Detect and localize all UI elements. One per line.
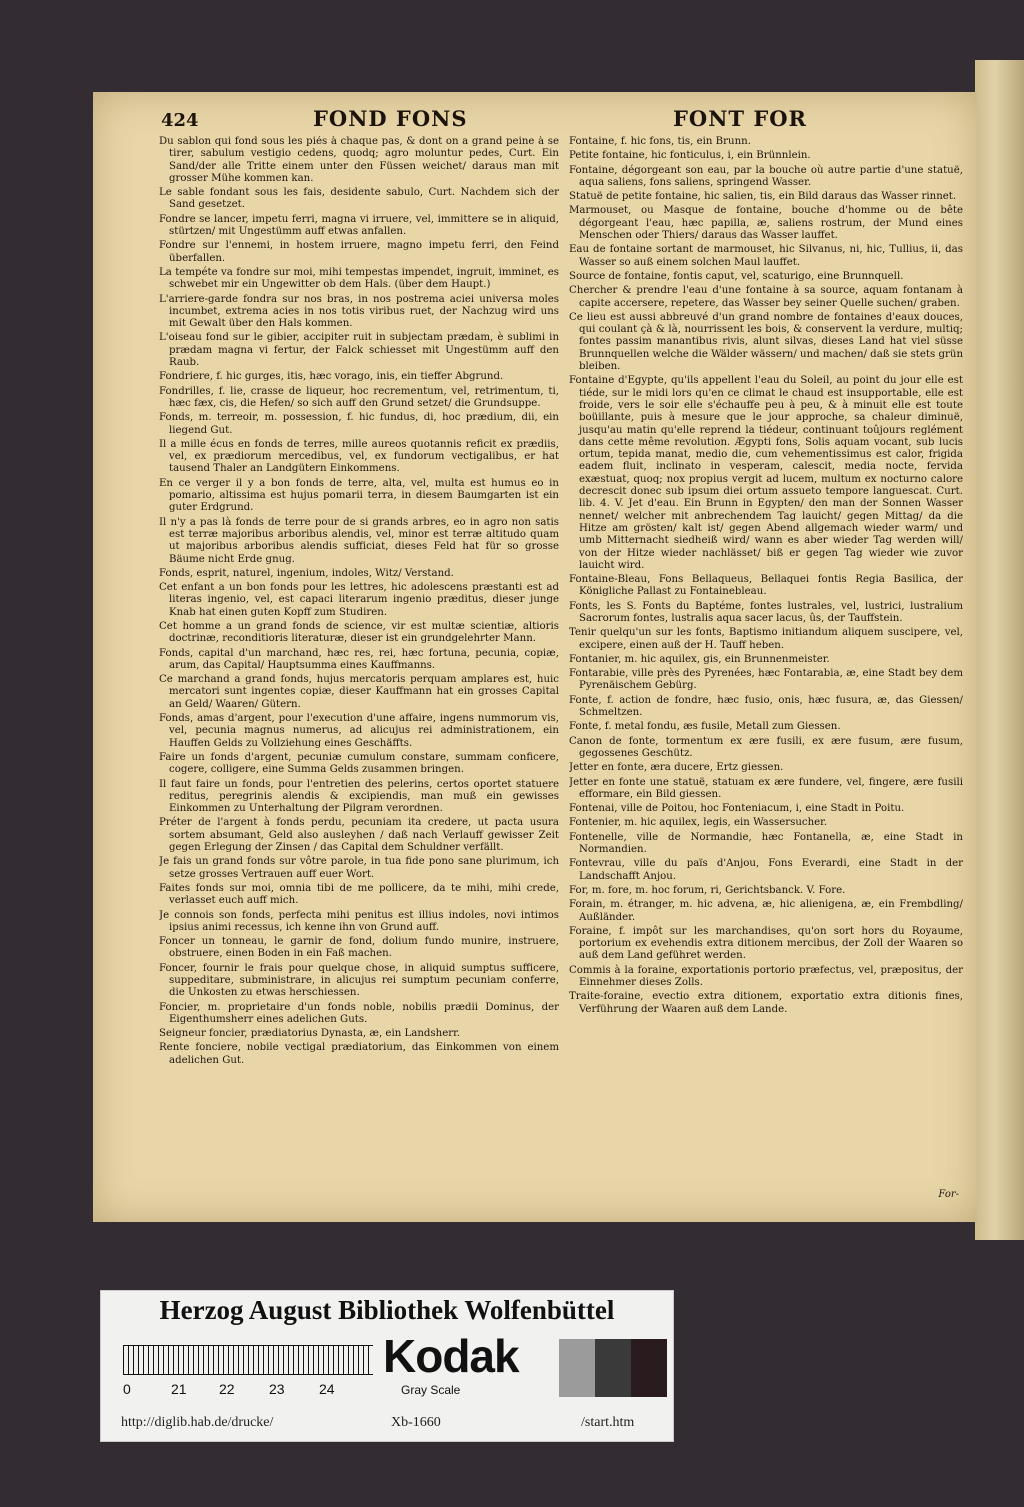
dictionary-entry: Jetter en fonte une statuë, statuam ex ære fundere, vel, fingere, ære fusili efformare, ein Bild giessen. xyxy=(569,776,963,800)
dictionary-entry: Fontaine d'Egypte, qu'ils appellent l'eau du Soleil, au point du jour elle est tiéde, sur le midi lors qu'en ce climat le chaud est insupportable, elle est froide, vers le soir elle s'échauffe peu à peu, & à minuit elle est toute boüillante, puis à mesure que le jour approche, sa chaleur diminuë, jusqu'au matin qu'elle reprend la tiédeur, continuant toûjours reglément dans cette même revolution. Ægypti fons, Solis aquam vocant, sub lucis ortum, tepida manat, medio die, cum vehementissimus est calor, frigida eadem fluit, inclinato in vesperam, calescit, media nocte, fervida exæstuat, quoq; nox propius vergit ad lucem, multum ex nocturno calore decrescit donec sub ipsum diei ortum assueto tempore languescat. Curt. lib. 4. V. Jet d'eau. Ein Brunn in Egypten/ den man der Sonnen Wasser nennet/ welcher mit anbrechendem Tag lauicht/ gegen Mittag/ da die Hitze am grösten/ kalt ist/ gegen Abend allgemach wieder warm/ und umb Mitternacht siedheiß wird/ wann es aber wieder Tag werden will/ von der Hitze wieder nachlässet/ biß er gegen Tag wieder wie zuvor lauicht wird. xyxy=(569,375,963,571)
dictionary-entry: Fondrilles, f. lie, crasse de liqueur, hoc recrementum, vel, retrimentum, ti, hæc fæx, cis, die Hefen/ so sich auff den Grund setzet/ die Grundsuppe. xyxy=(159,385,559,409)
dictionary-entry: Cet homme a un grand fonds de science, vir est multæ scientiæ, altioris doctrinæ, reconditioris literaturæ, dieser ist ein grundgelehrter Mann. xyxy=(159,620,559,645)
dictionary-entry: Fontarabie, ville près des Pyrenées, hæc Fontarabia, æ, eine Stadt bey dem Pyrenäischem Gebürg. xyxy=(569,668,963,692)
gray-swatch-dark xyxy=(595,1339,631,1397)
dictionary-entry: Du sablon qui fond sous les piés à chaque pas, & dont on a grand peine à se tirer, sabulum vestigio cedens, quodq; agro moluntur pedes, Curt. Ein Sand/der alle Tritte einem unter den Füssen weichet/ daraus man mit grosser Mühe kommen kan. xyxy=(159,136,559,184)
dictionary-entry: For, m. fore, m. hoc forum, ri, Gerichtsbanck. V. Fore. xyxy=(569,884,846,896)
dictionary-entry: Seigneur foncier, prædiatorius Dynasta, æ, ein Landsherr. xyxy=(159,1028,461,1040)
dictionary-entry: Préter de l'argent à fonds perdu, pecuniam ita credere, ut pacta usura sortem absumant, Geld also ausleyhen / daß nach Verlauff gewisser Zeit gegen Erlegung der Zinsen / das Capital dem Schuldner verfällt. xyxy=(159,817,559,854)
dictionary-entry: Je fais un grand fonds sur vôtre parole, in tua fide pono sane plurimum, ich setze grosses Vertrauen auff euer Wort. xyxy=(159,856,559,880)
dictionary-entry: Foncer un tonneau, le garnir de fond, dolium fundo munire, instruere, obstruere, einen Boden in ein Faß machen. xyxy=(159,936,559,960)
dictionary-entry: Marmouset, ou Masque de fontaine, bouche d'homme ou de bête dégorgeant l'eau, hæc papilla, æ, saliens rostrum, der Mund eines Menschen oder Thiers/ daraus das Wasser lauffet. xyxy=(569,205,963,242)
gray-swatch-light xyxy=(559,1339,595,1397)
dictionary-entry: L'oiseau fond sur le gibier, accipiter ruit in subjectam prædam, è sublimi in prædam magna vi fertur, der Falck schiesset mit Ungestümm auff den Raub. xyxy=(159,332,559,369)
dictionary-entry: Petite fontaine, hic fonticulus, i, ein Brünnlein. xyxy=(569,150,811,162)
dictionary-entry: Faites fonds sur moi, omnia tibi de me pollicere, da te mihi, mihi crede, verlasset euch auff mich. xyxy=(159,882,559,907)
dictionary-entry: Ce marchand a grand fonds, hujus mercatoris perquam amplares est, huic mercatori sunt ingentes copiæ, dieser Kauffmann hat ein grosses Capital an Geld/ Waaren/ Gütern. xyxy=(159,674,559,710)
dictionary-entry: Fonte, f. metal fondu, æs fusile, Metall zum Giessen. xyxy=(569,721,841,733)
dictionary-entry: Il faut faire un fonds, pour l'entretien des pelerins, certos oportet statuere reditus, peregrinis alendis & excipiendis, man muß ein gewisses Einkommen zu Unterhaltung der Pilgram verordnen. xyxy=(159,778,559,815)
scale-number: 21 xyxy=(171,1381,187,1397)
dictionary-entry: Fonte, f. action de fondre, hæc fusio, onis, hæc fusura, æ, das Giessen/ Schmeltzen. xyxy=(569,694,963,719)
dictionary-entry: Fontenai, ville de Poitou, hoc Fonteniacum, i, eine Stadt in Poitu. xyxy=(569,803,905,815)
dictionary-entry: La tempéte va fondre sur moi, mihi tempestas impendet, ingruit, imminet, es schwebet mir ein Ungewitter ob dem Hals. (über dem Haupt.) xyxy=(159,266,559,291)
dictionary-entry: Fontenelle, ville de Normandie, hæc Fontanella, æ, eine Stadt in Normandien. xyxy=(569,831,963,856)
adjacent-page-edge xyxy=(975,60,1024,1240)
left-column xyxy=(159,136,559,1196)
dictionary-entry: Chercher & prendre l'eau d'une fontaine à sa source, aquam fontanam à capite accersere, repetere, das Wasser bey seiner Quelle suchen/ graben. xyxy=(569,285,963,309)
dictionary-entry: Il a mille écus en fonds de terres, mille aureos quotannis reficit ex prædiis, vel, ex prædiorum mercedibus, vel, ex fundorum vectigalibus, er hat tausend Thaler an Landgütern Einkommens. xyxy=(159,438,559,475)
dictionary-entry: Commis à la foraine, exportationis portorio præfectus, vel, præpositus, der Einnehmer dieses Zolls. xyxy=(569,964,963,988)
dictionary-entry: Le sable fondant sous les fais, desidente sabulo, Curt. Nachdem sich der Sand gesetzet. xyxy=(159,187,559,211)
url-left: http://diglib.hab.de/drucke/ xyxy=(121,1415,274,1430)
shelfmark: Xb-1660 xyxy=(391,1415,441,1430)
dictionary-entry: Fonds, esprit, naturel, ingenium, indoles, Witz/ Verstand. xyxy=(159,567,454,579)
page-number: 424 xyxy=(161,110,199,131)
dictionary-entry: Canon de fonte, tormentum ex ære fusili, ex ære fusum, ære fusum, gegossenes Geschütz. xyxy=(569,735,963,759)
dictionary-entry: Fondre sur l'ennemi, in hostem irruere, magno impetu ferri, den Feind überfallen. xyxy=(159,240,559,264)
dictionary-entry: En ce verger il y a bon fonds de terre, alta, vel, multa est humus eo in pomario, altissima est hujus pomarii terra, in diesem Baumgarten ist ein guter Erdgrund. xyxy=(159,477,559,514)
dictionary-entry: Fontaine, f. hic fons, tis, ein Brunn. xyxy=(569,136,751,147)
dictionary-entry: Source de fontaine, fontis caput, vel, scaturigo, eine Brunnquell. xyxy=(569,270,904,282)
dictionary-entry: Fondriere, f. hic gurges, itis, hæc vorago, inis, ein tieffer Abgrund. xyxy=(159,371,504,383)
library-title: Herzog August Bibliothek Wolfenbüttel xyxy=(159,1295,615,1325)
dictionary-entry: Fonts, les S. Fonts du Baptéme, fontes lustrales, vel, lustrici, lustralium Sacrorum fontes, lustralis aqua sacer lacus, ûs, der Tauffstein. xyxy=(569,600,963,624)
dictionary-entry: Jetter en fonte, æra ducere, Ertz giessen. xyxy=(569,762,784,774)
dictionary-entry: Je connois son fonds, perfecta mihi penitus est illius indoles, novi intimos ipsius animi recessus, ich kenne ihn von Grund auff. xyxy=(159,909,559,933)
dictionary-entry: Traite-foraine, evectio extra ditionem, exportatio extra ditionis fines, Verführung der Waaren auß dem Lande. xyxy=(569,991,963,1015)
url-right: /start.htm xyxy=(581,1415,635,1430)
dictionary-entry: Forain, m. étranger, m. hic advena, æ, hic alienigena, æ, ein Frembdling/ Außländer. xyxy=(569,899,963,923)
target-card xyxy=(100,1290,674,1442)
running-head-left: FOND FONS xyxy=(313,106,468,131)
dictionary-entry: L'arriere-garde fondra sur nos bras, in nos postrema aciei universa moles incumbet, extrema acies in nos totis viribus ruet, der Nachzug wird uns mit Gewalt über den Hals kommen. xyxy=(159,293,559,330)
kodak-logo: Kodak xyxy=(383,1330,519,1382)
scale-number: 24 xyxy=(319,1381,335,1397)
scale-number: 22 xyxy=(219,1381,235,1397)
scale-number: 23 xyxy=(269,1381,285,1397)
gray-swatch-black xyxy=(631,1339,667,1397)
dictionary-entry: Statuë de petite fontaine, hic salien, tis, ein Bild daraus das Wasser rinnet. xyxy=(569,191,957,203)
ruler-scale xyxy=(123,1345,373,1375)
dictionary-entry: Cet enfant a un bon fonds pour les lettres, hic adolescens præstanti est ad literas ingenio, vel, est capaci literarum ingenio præditus, dieser junge Knab hat einen guten Kopff zum Studiren. xyxy=(159,582,559,618)
dictionary-entry: Ce lieu est aussi abbreuvé d'un grand nombre de fontaines d'eaux douces, qui coulant çà & là, nourrissent les bois, & conservent la verdure, multiq; fontes passim manantibus rivis, alunt silvas, dieses Land hat viel süsse Brunnquellen welche die Wälder wässern/ und machen/ daß sie stets grün bleiben. xyxy=(569,311,963,373)
dictionary-entry: Fontevrau, ville du païs d'Anjou, Fons Everardi, eine Stadt in der Landschafft Anjou. xyxy=(569,858,963,882)
dictionary-entry: Foncer, fournir le frais pour quelque chose, in aliquid sumptus sufficere, suppeditare, subministrare, in alicujus rei sumptum pecuniam conferre, die Unkosten zu etwas herschiessen. xyxy=(159,962,559,999)
dictionary-entry: Fonds, amas d'argent, pour l'execution d'une affaire, ingens nummorum vis, vel, pecunia magnus numerus, ad alicujus rei administrationem, ein Hauffen Gelds zu Vollziehung eines Geschäffts. xyxy=(159,713,559,749)
catchword: For- xyxy=(938,1189,959,1200)
dictionary-entry: Fonds, capital d'un marchand, hæc res, rei, hæc fortuna, pecunia, copiæ, arum, das Capital/ Hauptsumma eines Kauffmanns. xyxy=(159,647,559,671)
book-page xyxy=(93,92,977,1222)
gray-scale-label: Gray Scale xyxy=(401,1383,461,1397)
dictionary-entry: Eau de fontaine sortant de marmouset, hic Silvanus, ni, hic, Tullius, ii, das Wasser so auß einem solchen Maul lauffet. xyxy=(569,244,963,268)
dictionary-entry: Fontaine-Bleau, Fons Bellaqueus, Bellaquei fontis Regia Basilica, der Königliche Pallast zu Fontainebleau. xyxy=(569,574,963,598)
dictionary-entry: Fonds, m. terreoir, m. possession, f. hic fundus, di, hoc prædium, dii, ein liegend Gut. xyxy=(159,412,559,436)
running-head-right: FONT FOR xyxy=(673,106,807,131)
dictionary-entry: Faire un fonds d'argent, pecuniæ cumulum constare, summam conficere, cogere, colligere, eine Summa Gelds zusammen bringen. xyxy=(159,751,559,776)
dictionary-entry: Tenir quelqu'un sur les fonts, Baptismo initiandum aliquem suscipere, vel, excipere, einen auß der H. Tauff heben. xyxy=(569,627,963,651)
dictionary-entry: Fontaine, dégorgeant son eau, par la bouche où autre partie d'une statuë, aqua saliens, fons saliens, springend Wasser. xyxy=(569,164,963,188)
dictionary-entry: Rente fonciere, nobile vectigal prædiatorium, das Einkommen von einem adelichen Gut. xyxy=(159,1042,559,1066)
right-column xyxy=(569,136,963,1196)
dictionary-entry: Il n'y a pas là fonds de terre pour de si grands arbres, eo in agro non satis est terræ majoribus arboribus alendis, vel, minor est terræ altitudo quam ut majoribus arboribus alendis sufficiat, dieses Feld hat für so grosse Bäume nicht Erde gnug. xyxy=(159,516,559,565)
scale-number: 0 xyxy=(123,1381,131,1397)
dictionary-entry: Fondre se lancer, impetu ferri, magna vi irruere, vel, immittere se in aliquid, stürtzen/ mit Ungestümm auff etwas anfallen. xyxy=(159,213,559,238)
dictionary-entry: Foncier, m. proprietaire d'un fonds noble, nobilis prædii Dominus, der Eigenthumsherr eines adelichen Guts. xyxy=(159,1001,559,1025)
dictionary-entry: Fontanier, m. hic aquilex, gis, ein Brunnenmeister. xyxy=(569,653,830,665)
dictionary-entry: Fontenier, m. hic aquilex, legis, ein Wassersucher. xyxy=(569,817,828,829)
dictionary-entry: Foraine, f. impôt sur les marchandises, qu'on sort hors du Royaume, portorium ex evehendis extra ditionem mercibus, der Zoll der Waaren so auß dem Land geführet werden. xyxy=(569,925,963,962)
